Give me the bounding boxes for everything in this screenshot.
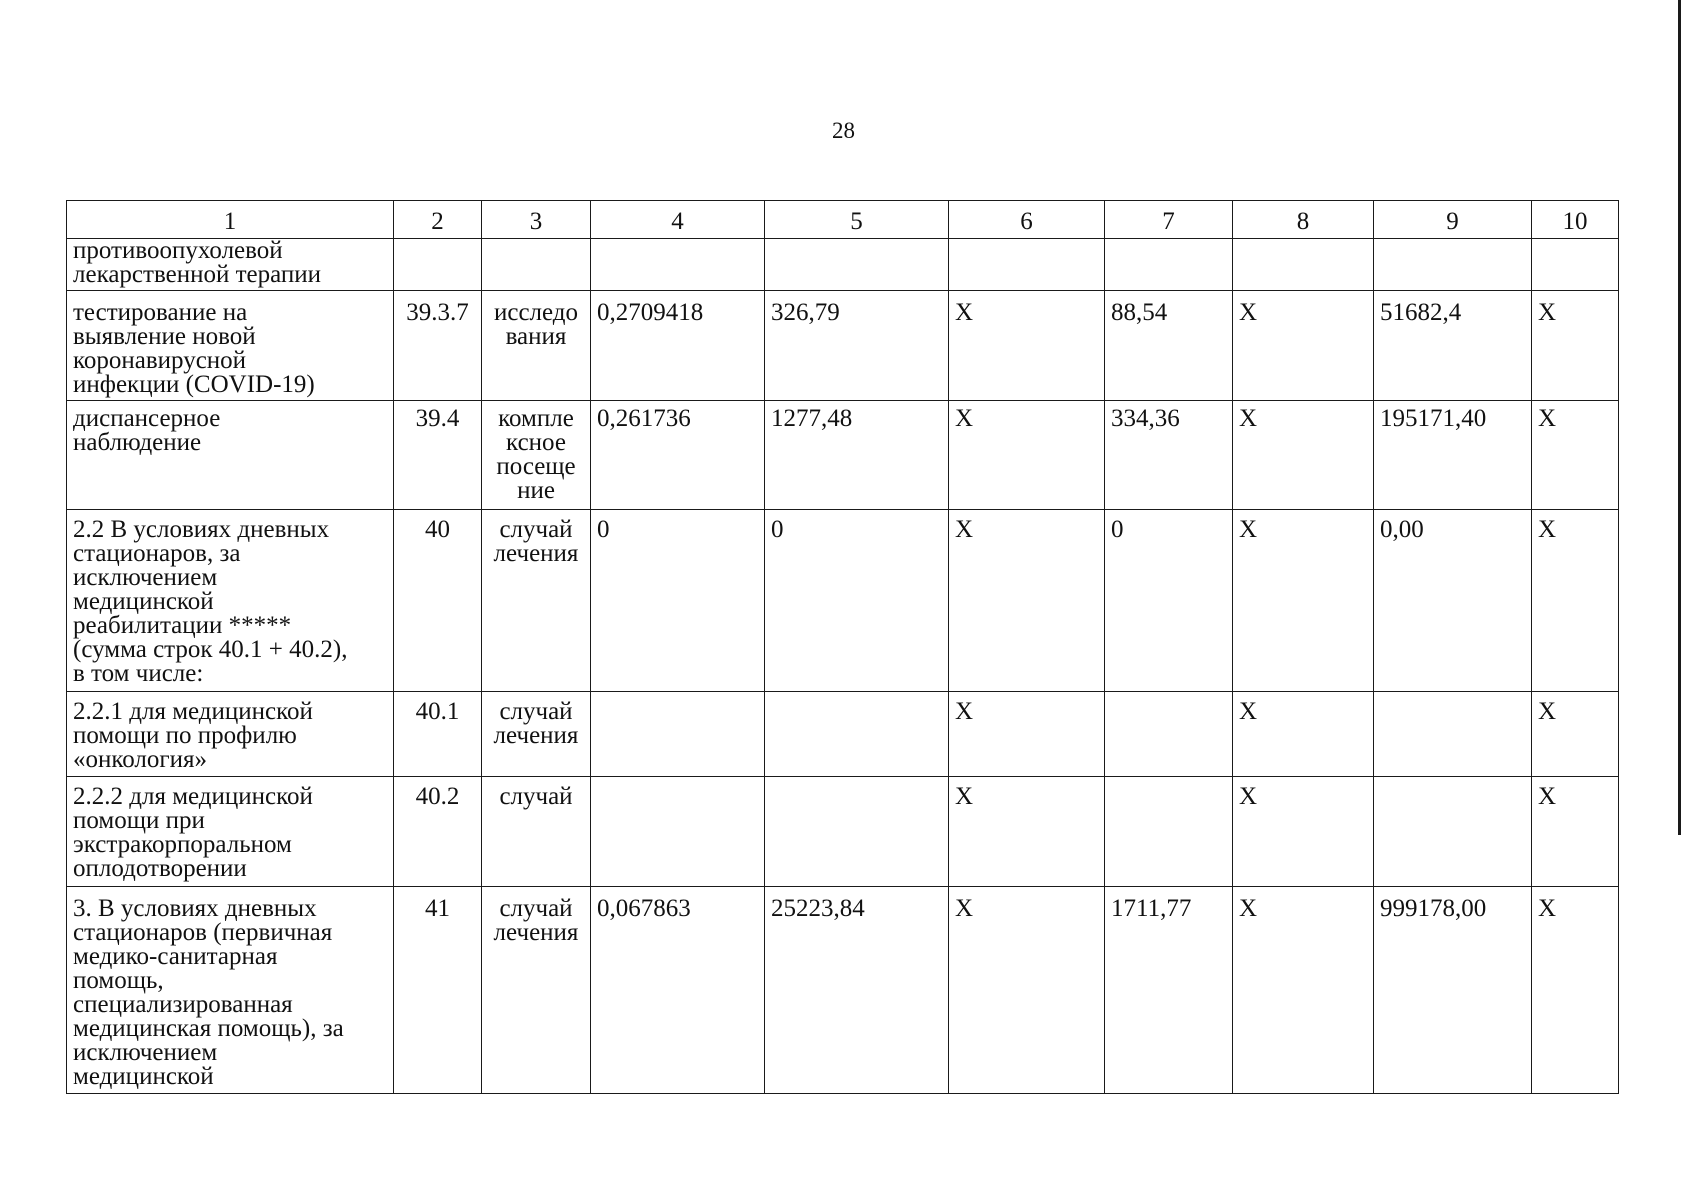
cell-col8: X (1233, 887, 1374, 1094)
cell-col7: 334,36 (1105, 401, 1233, 510)
cell-col7: 88,54 (1105, 291, 1233, 401)
row-name: тестирование на выявление новой коронавирусной инфекции (COVID-19) (67, 291, 394, 401)
row-unit: случай лечения (482, 692, 591, 777)
data-table (66, 200, 1619, 1094)
cell-col6: X (949, 777, 1105, 887)
table-row (67, 777, 1619, 887)
row-unit: случай лечения (482, 887, 591, 1094)
column-header: 8 (1233, 201, 1374, 239)
column-header: 1 (67, 201, 394, 239)
row-code: 39.3.7 (394, 291, 482, 401)
row-unit: компле ксное посеще ние (482, 401, 591, 510)
table-row (67, 401, 1619, 510)
cell-col7 (1105, 777, 1233, 887)
cell-col9: 195171,40 (1374, 401, 1532, 510)
row-code: 41 (394, 887, 482, 1094)
cell-col8 (1233, 239, 1374, 291)
row-code (394, 239, 482, 291)
cell-col10: X (1532, 777, 1619, 887)
row-unit (482, 239, 591, 291)
row-name: 2.2.1 для медицинской помощи по профилю «онкология» (67, 692, 394, 777)
column-header: 3 (482, 201, 591, 239)
cell-col5: 0 (765, 510, 949, 692)
row-code: 40.1 (394, 692, 482, 777)
cell-col6: X (949, 510, 1105, 692)
cell-col10: X (1532, 692, 1619, 777)
row-code: 39.4 (394, 401, 482, 510)
cell-col4: 0 (591, 510, 765, 692)
column-header: 2 (394, 201, 482, 239)
cell-col4 (591, 777, 765, 887)
row-name: диспансерное наблюдение (67, 401, 394, 510)
scan-edge-line (1678, 0, 1681, 835)
cell-col5: 1277,48 (765, 401, 949, 510)
cell-col7: 1711,77 (1105, 887, 1233, 1094)
row-unit: исследо вания (482, 291, 591, 401)
row-code: 40.2 (394, 777, 482, 887)
row-unit: случай лечения (482, 510, 591, 692)
cell-col4: 0,2709418 (591, 291, 765, 401)
table-row (67, 291, 1619, 401)
column-header: 9 (1374, 201, 1532, 239)
table-row (67, 239, 1619, 291)
cell-col6: X (949, 692, 1105, 777)
cell-col7 (1105, 239, 1233, 291)
row-name: 3. В условиях дневных стационаров (первичная медико-санитарная помощь, специализированная медицинская помощь), за исключением медицинской (67, 887, 394, 1094)
cell-col9 (1374, 692, 1532, 777)
table-row (67, 692, 1619, 777)
row-unit: случай (482, 777, 591, 887)
cell-col8: X (1233, 777, 1374, 887)
cell-col8: X (1233, 692, 1374, 777)
cell-col4 (591, 239, 765, 291)
row-name: 2.2.2 для медицинской помощи при экстракорпоральном оплодотворении (67, 777, 394, 887)
column-header: 4 (591, 201, 765, 239)
cell-col4 (591, 692, 765, 777)
cell-col4: 0,067863 (591, 887, 765, 1094)
page-number: 28 (832, 118, 855, 143)
column-header: 5 (765, 201, 949, 239)
cell-col9: 51682,4 (1374, 291, 1532, 401)
cell-col10: X (1532, 291, 1619, 401)
cell-col10: X (1532, 401, 1619, 510)
cell-col10: X (1532, 510, 1619, 692)
cell-col7 (1105, 692, 1233, 777)
cell-col6 (949, 239, 1105, 291)
column-header: 10 (1532, 201, 1619, 239)
cell-col4: 0,261736 (591, 401, 765, 510)
table-row (67, 887, 1619, 1094)
row-name: 2.2 В условиях дневных стационаров, за исключением медицинской реабилитации ***** (сумма строк 40.1 + 40.2), в том числе: (67, 510, 394, 692)
cell-col9 (1374, 239, 1532, 291)
cell-col5 (765, 239, 949, 291)
cell-col8: X (1233, 510, 1374, 692)
cell-col6: X (949, 401, 1105, 510)
cell-col10 (1532, 239, 1619, 291)
cell-col9 (1374, 777, 1532, 887)
row-code: 40 (394, 510, 482, 692)
cell-col5: 25223,84 (765, 887, 949, 1094)
cell-col10: X (1532, 887, 1619, 1094)
row-name: противоопухолевой лекарственной терапии (67, 239, 394, 291)
cell-col5: 326,79 (765, 291, 949, 401)
cell-col5 (765, 777, 949, 887)
cell-col6: X (949, 887, 1105, 1094)
column-header: 7 (1105, 201, 1233, 239)
cell-col9: 999178,00 (1374, 887, 1532, 1094)
column-header: 6 (949, 201, 1105, 239)
cell-col7: 0 (1105, 510, 1233, 692)
table-row (67, 510, 1619, 692)
cell-col8: X (1233, 401, 1374, 510)
cell-col5 (765, 692, 949, 777)
cell-col6: X (949, 291, 1105, 401)
table-header-row (67, 201, 1619, 239)
cell-col8: X (1233, 291, 1374, 401)
cell-col9: 0,00 (1374, 510, 1532, 692)
